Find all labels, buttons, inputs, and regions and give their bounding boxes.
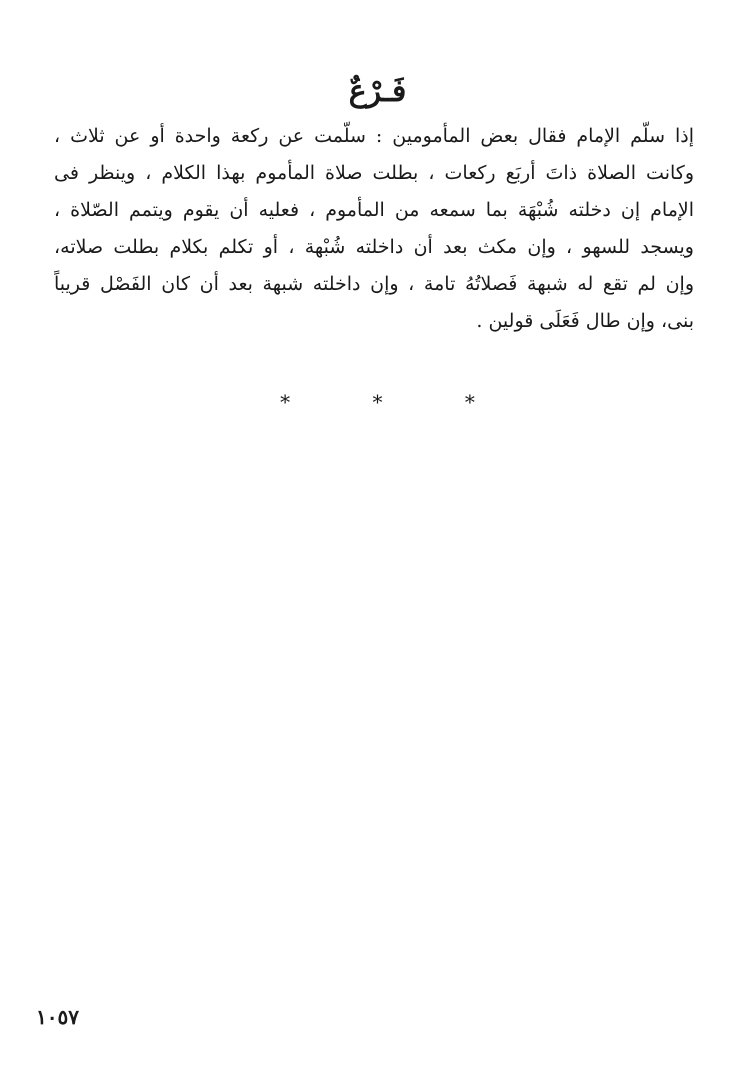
paragraph-line: ويسجد للسهو ، وإن مكث بعد أن داخلته شُبْهة ، أو تكلم بكلام بطلت صلاته، xyxy=(54,236,694,258)
section-divider-ornament: * * * xyxy=(280,390,513,414)
paragraph-line: وكانت الصلاة ذاتَ أربَع ركعات ، بطلت صلاة المأموم بهذا الكلام ، وينظر فى xyxy=(54,162,694,184)
body-paragraph xyxy=(54,118,694,340)
page-number: ١٠٥٧ xyxy=(36,1005,79,1029)
paragraph-line: إذا سلّم الإمام فقال بعض المأمومين : سلّمت عن ركعة واحدة أو عن ثلاث ، xyxy=(54,125,694,147)
paragraph-line: وإن لم تقع له شبهة فَصلاتُهُ تامة ، وإن داخلته شبهة بعد أن كان الفَصْل قريباً xyxy=(54,273,694,295)
paragraph-line: الإمام إن دخلته شُبْهَة بما سمعه من المأموم ، فعليه أن يقوم ويتمم الصّلاة ، xyxy=(54,199,694,221)
paragraph-line: بنى، وإن طال فَعَلَى قولين . xyxy=(476,310,694,332)
section-heading: فَـرْعٌ xyxy=(348,74,407,109)
